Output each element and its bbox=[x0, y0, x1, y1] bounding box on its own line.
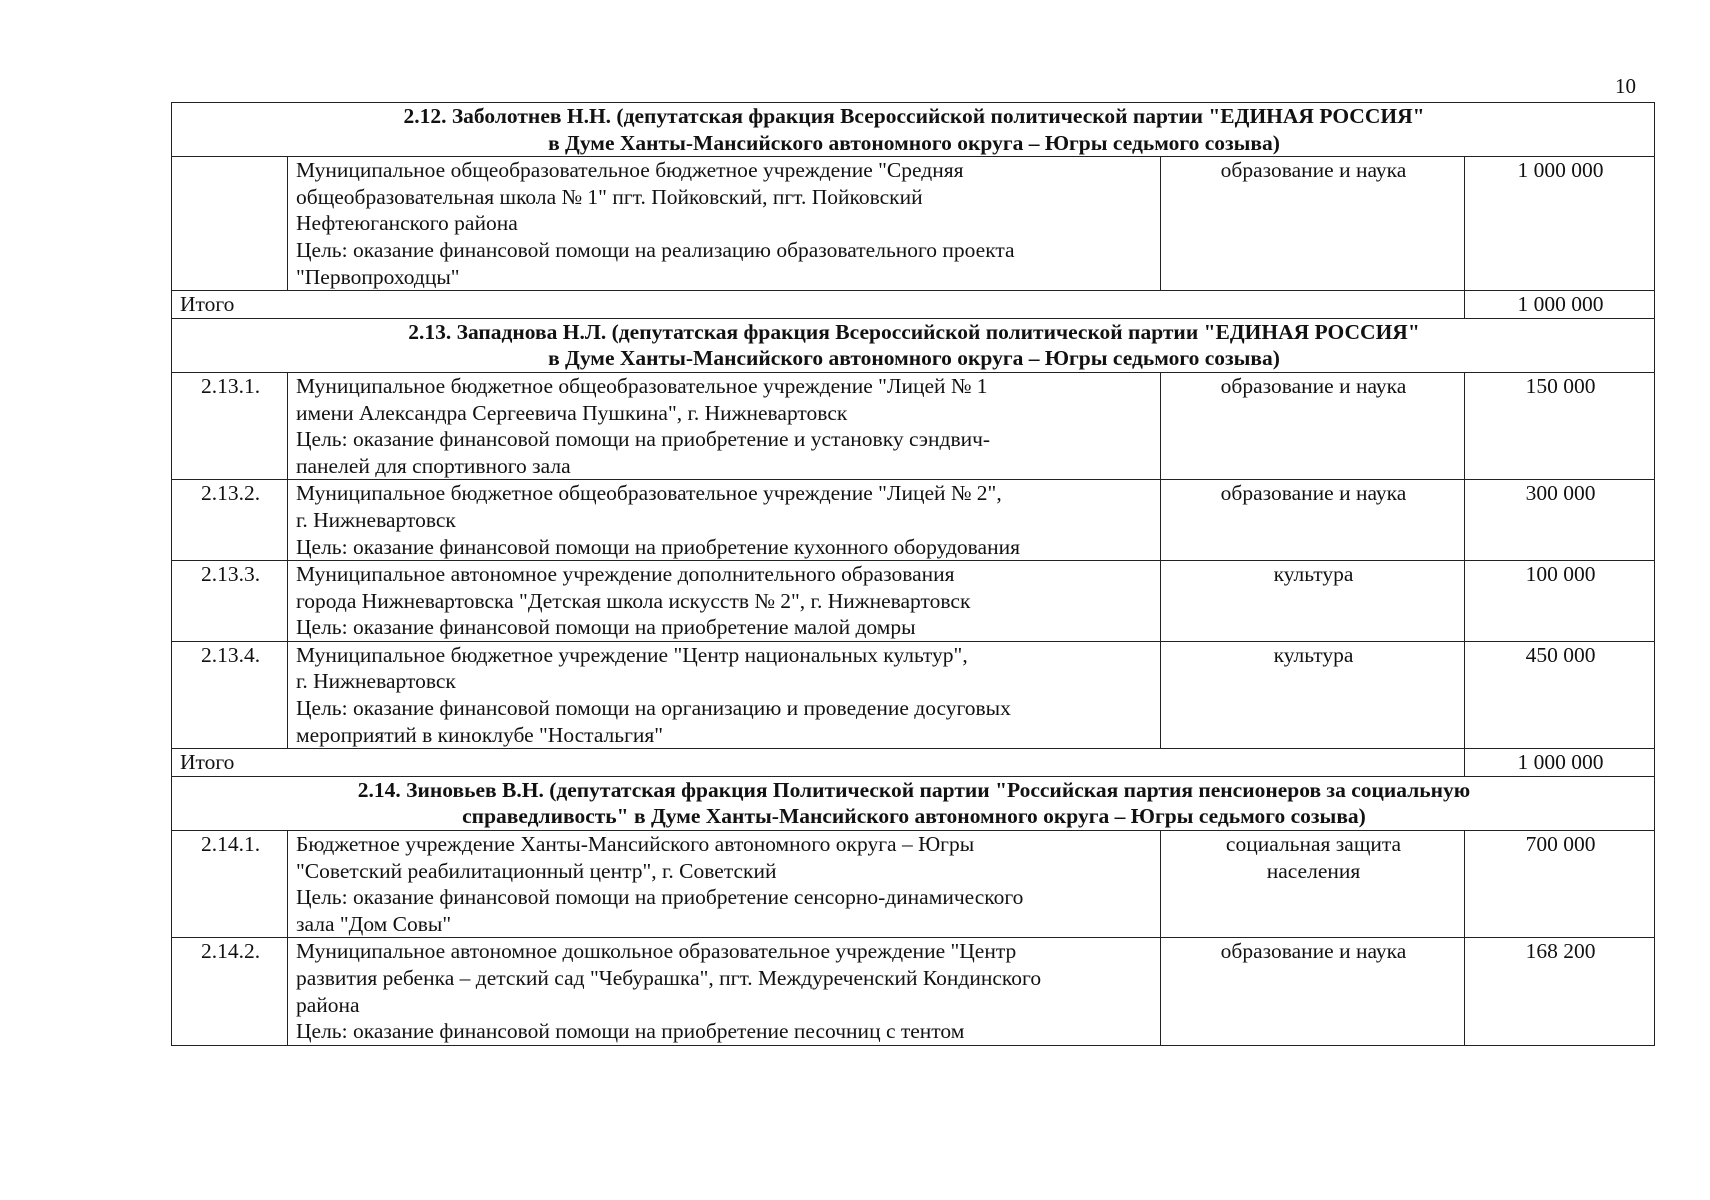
table-row bbox=[172, 157, 1655, 291]
allocations-table bbox=[171, 102, 1655, 1046]
description-line: имени Александра Сергеевича Пушкина", г. Нижневартовск bbox=[296, 400, 848, 425]
description-line: Цель: оказание финансовой помощи на организацию и проведение досуговых bbox=[296, 696, 1011, 721]
description-line: мероприятий в киноклубе "Ностальгия" bbox=[296, 722, 664, 747]
row-description bbox=[288, 480, 1161, 561]
section-header-row bbox=[172, 318, 1655, 372]
section-header bbox=[172, 318, 1655, 372]
description-line: Цель: оказание финансовой помощи на приобретение песочниц с тентом bbox=[296, 1019, 965, 1044]
row-sector bbox=[1161, 938, 1465, 1045]
total-amount: 1 000 000 bbox=[1465, 749, 1655, 777]
description-line: г. Нижневартовск bbox=[296, 669, 456, 694]
description-line: Цель: оказание финансовой помощи на реализацию образовательного проекта bbox=[296, 237, 1015, 262]
section-header-line: 2.14. Зиновьев В.Н. (депутатская фракция Политической партии "Российская партия пенсионеров за социальную bbox=[357, 777, 1471, 802]
row-number: 2.14.1. bbox=[172, 831, 288, 938]
total-label: Итого bbox=[172, 749, 1465, 777]
row-sector bbox=[1161, 641, 1465, 748]
sector-line: образование и наука bbox=[1220, 158, 1407, 183]
row-number: 2.13.2. bbox=[172, 480, 288, 561]
sector-line: населения bbox=[1266, 858, 1361, 883]
description-line: общеобразовательная школа № 1" пгт. Пойковский, пгт. Пойковский bbox=[296, 184, 923, 209]
total-row bbox=[172, 749, 1655, 777]
description-line: Цель: оказание финансовой помощи на приобретение и установку сэндвич- bbox=[296, 427, 991, 452]
description-line: Цель: оказание финансовой помощи на приобретение кухонного оборудования bbox=[296, 534, 1020, 559]
description-line: панелей для спортивного зала bbox=[296, 453, 571, 478]
row-amount: 700 000 bbox=[1465, 831, 1655, 938]
row-description bbox=[288, 831, 1161, 938]
description-line: Цель: оказание финансовой помощи на приобретение малой домры bbox=[296, 615, 916, 640]
description-line: Муниципальное автономное дошкольное образовательное учреждение "Центр bbox=[296, 939, 1017, 964]
row-amount: 450 000 bbox=[1465, 641, 1655, 748]
row-amount: 150 000 bbox=[1465, 372, 1655, 479]
description-line: Нефтеюганского района bbox=[296, 211, 518, 236]
row-amount: 100 000 bbox=[1465, 561, 1655, 642]
section-header bbox=[172, 776, 1655, 830]
row-amount: 1 000 000 bbox=[1465, 157, 1655, 291]
description-line: Бюджетное учреждение Ханты-Мансийского автономного округа – Югры bbox=[296, 832, 975, 857]
table-row bbox=[172, 641, 1655, 748]
row-amount: 300 000 bbox=[1465, 480, 1655, 561]
total-label: Итого bbox=[172, 291, 1465, 319]
row-number bbox=[172, 157, 288, 291]
total-amount: 1 000 000 bbox=[1465, 291, 1655, 319]
description-line: Цель: оказание финансовой помощи на приобретение сенсорно-динамического bbox=[296, 885, 1024, 910]
section-header-row bbox=[172, 776, 1655, 830]
row-description bbox=[288, 641, 1161, 748]
table-row bbox=[172, 561, 1655, 642]
sector-line: образование и наука bbox=[1220, 481, 1407, 506]
section-header bbox=[172, 103, 1655, 157]
row-number: 2.14.2. bbox=[172, 938, 288, 1045]
section-header-line: в Думе Ханты-Мансийского автономного округа – Югры седьмого созыва) bbox=[548, 130, 1280, 155]
section-header-row bbox=[172, 103, 1655, 157]
row-sector bbox=[1161, 157, 1465, 291]
row-sector bbox=[1161, 831, 1465, 938]
description-line: зала "Дом Совы" bbox=[296, 911, 452, 936]
section-header-line: справедливость" в Думе Ханты-Мансийского автономного округа – Югры седьмого созыва) bbox=[462, 804, 1366, 829]
row-amount: 168 200 bbox=[1465, 938, 1655, 1045]
description-line: района bbox=[296, 992, 360, 1017]
row-description bbox=[288, 372, 1161, 479]
row-sector bbox=[1161, 372, 1465, 479]
section-header-line: 2.13. Западнова Н.Л. (депутатская фракция Всероссийской политической партии "ЕДИНАЯ РОССИЯ" bbox=[408, 319, 1420, 344]
description-line: "Первопроходцы" bbox=[296, 264, 460, 289]
row-sector bbox=[1161, 561, 1465, 642]
sector-line: культура bbox=[1273, 642, 1354, 667]
row-description bbox=[288, 561, 1161, 642]
row-description bbox=[288, 157, 1161, 291]
section-header-line: в Думе Ханты-Мансийского автономного округа – Югры седьмого созыва) bbox=[548, 346, 1280, 371]
description-line: города Нижневартовска "Детская школа искусств № 2", г. Нижневартовск bbox=[296, 588, 971, 613]
row-sector bbox=[1161, 480, 1465, 561]
description-line: развития ребенка – детский сад "Чебурашка", пгт. Междуреченский Кондинского bbox=[296, 966, 1042, 990]
description-line: г. Нижневартовск bbox=[296, 507, 456, 532]
row-number: 2.13.1. bbox=[172, 372, 288, 479]
description-line: Муниципальное бюджетное учреждение "Центр национальных культур", bbox=[296, 642, 968, 667]
description-line: "Советский реабилитационный центр", г. Советский bbox=[296, 858, 777, 883]
table-row bbox=[172, 372, 1655, 479]
row-description bbox=[288, 938, 1161, 1045]
table-row bbox=[172, 480, 1655, 561]
description-line: Муниципальное общеобразовательное бюджетное учреждение "Средняя bbox=[296, 158, 964, 183]
description-line: Муниципальное бюджетное общеобразовательное учреждение "Лицей № 2", bbox=[296, 481, 1002, 506]
row-number: 2.13.3. bbox=[172, 561, 288, 642]
total-row bbox=[172, 291, 1655, 319]
sector-line: социальная защита bbox=[1225, 832, 1402, 857]
sector-line: образование и наука bbox=[1220, 939, 1407, 964]
page-number: 10 bbox=[1615, 74, 1636, 98]
section-header-line: 2.12. Заболотнев Н.Н. (депутатская фракция Всероссийской политической партии "ЕДИНАЯ РОССИЯ" bbox=[403, 104, 1425, 128]
description-line: Муниципальное бюджетное общеобразовательное учреждение "Лицей № 1 bbox=[296, 373, 988, 398]
table-row bbox=[172, 831, 1655, 938]
sector-line: культура bbox=[1273, 562, 1354, 587]
row-number: 2.13.4. bbox=[172, 641, 288, 748]
table-row bbox=[172, 938, 1655, 1045]
table-body bbox=[172, 103, 1655, 1046]
sector-line: образование и наука bbox=[1220, 373, 1407, 398]
description-line: Муниципальное автономное учреждение дополнительного образования bbox=[296, 562, 955, 587]
